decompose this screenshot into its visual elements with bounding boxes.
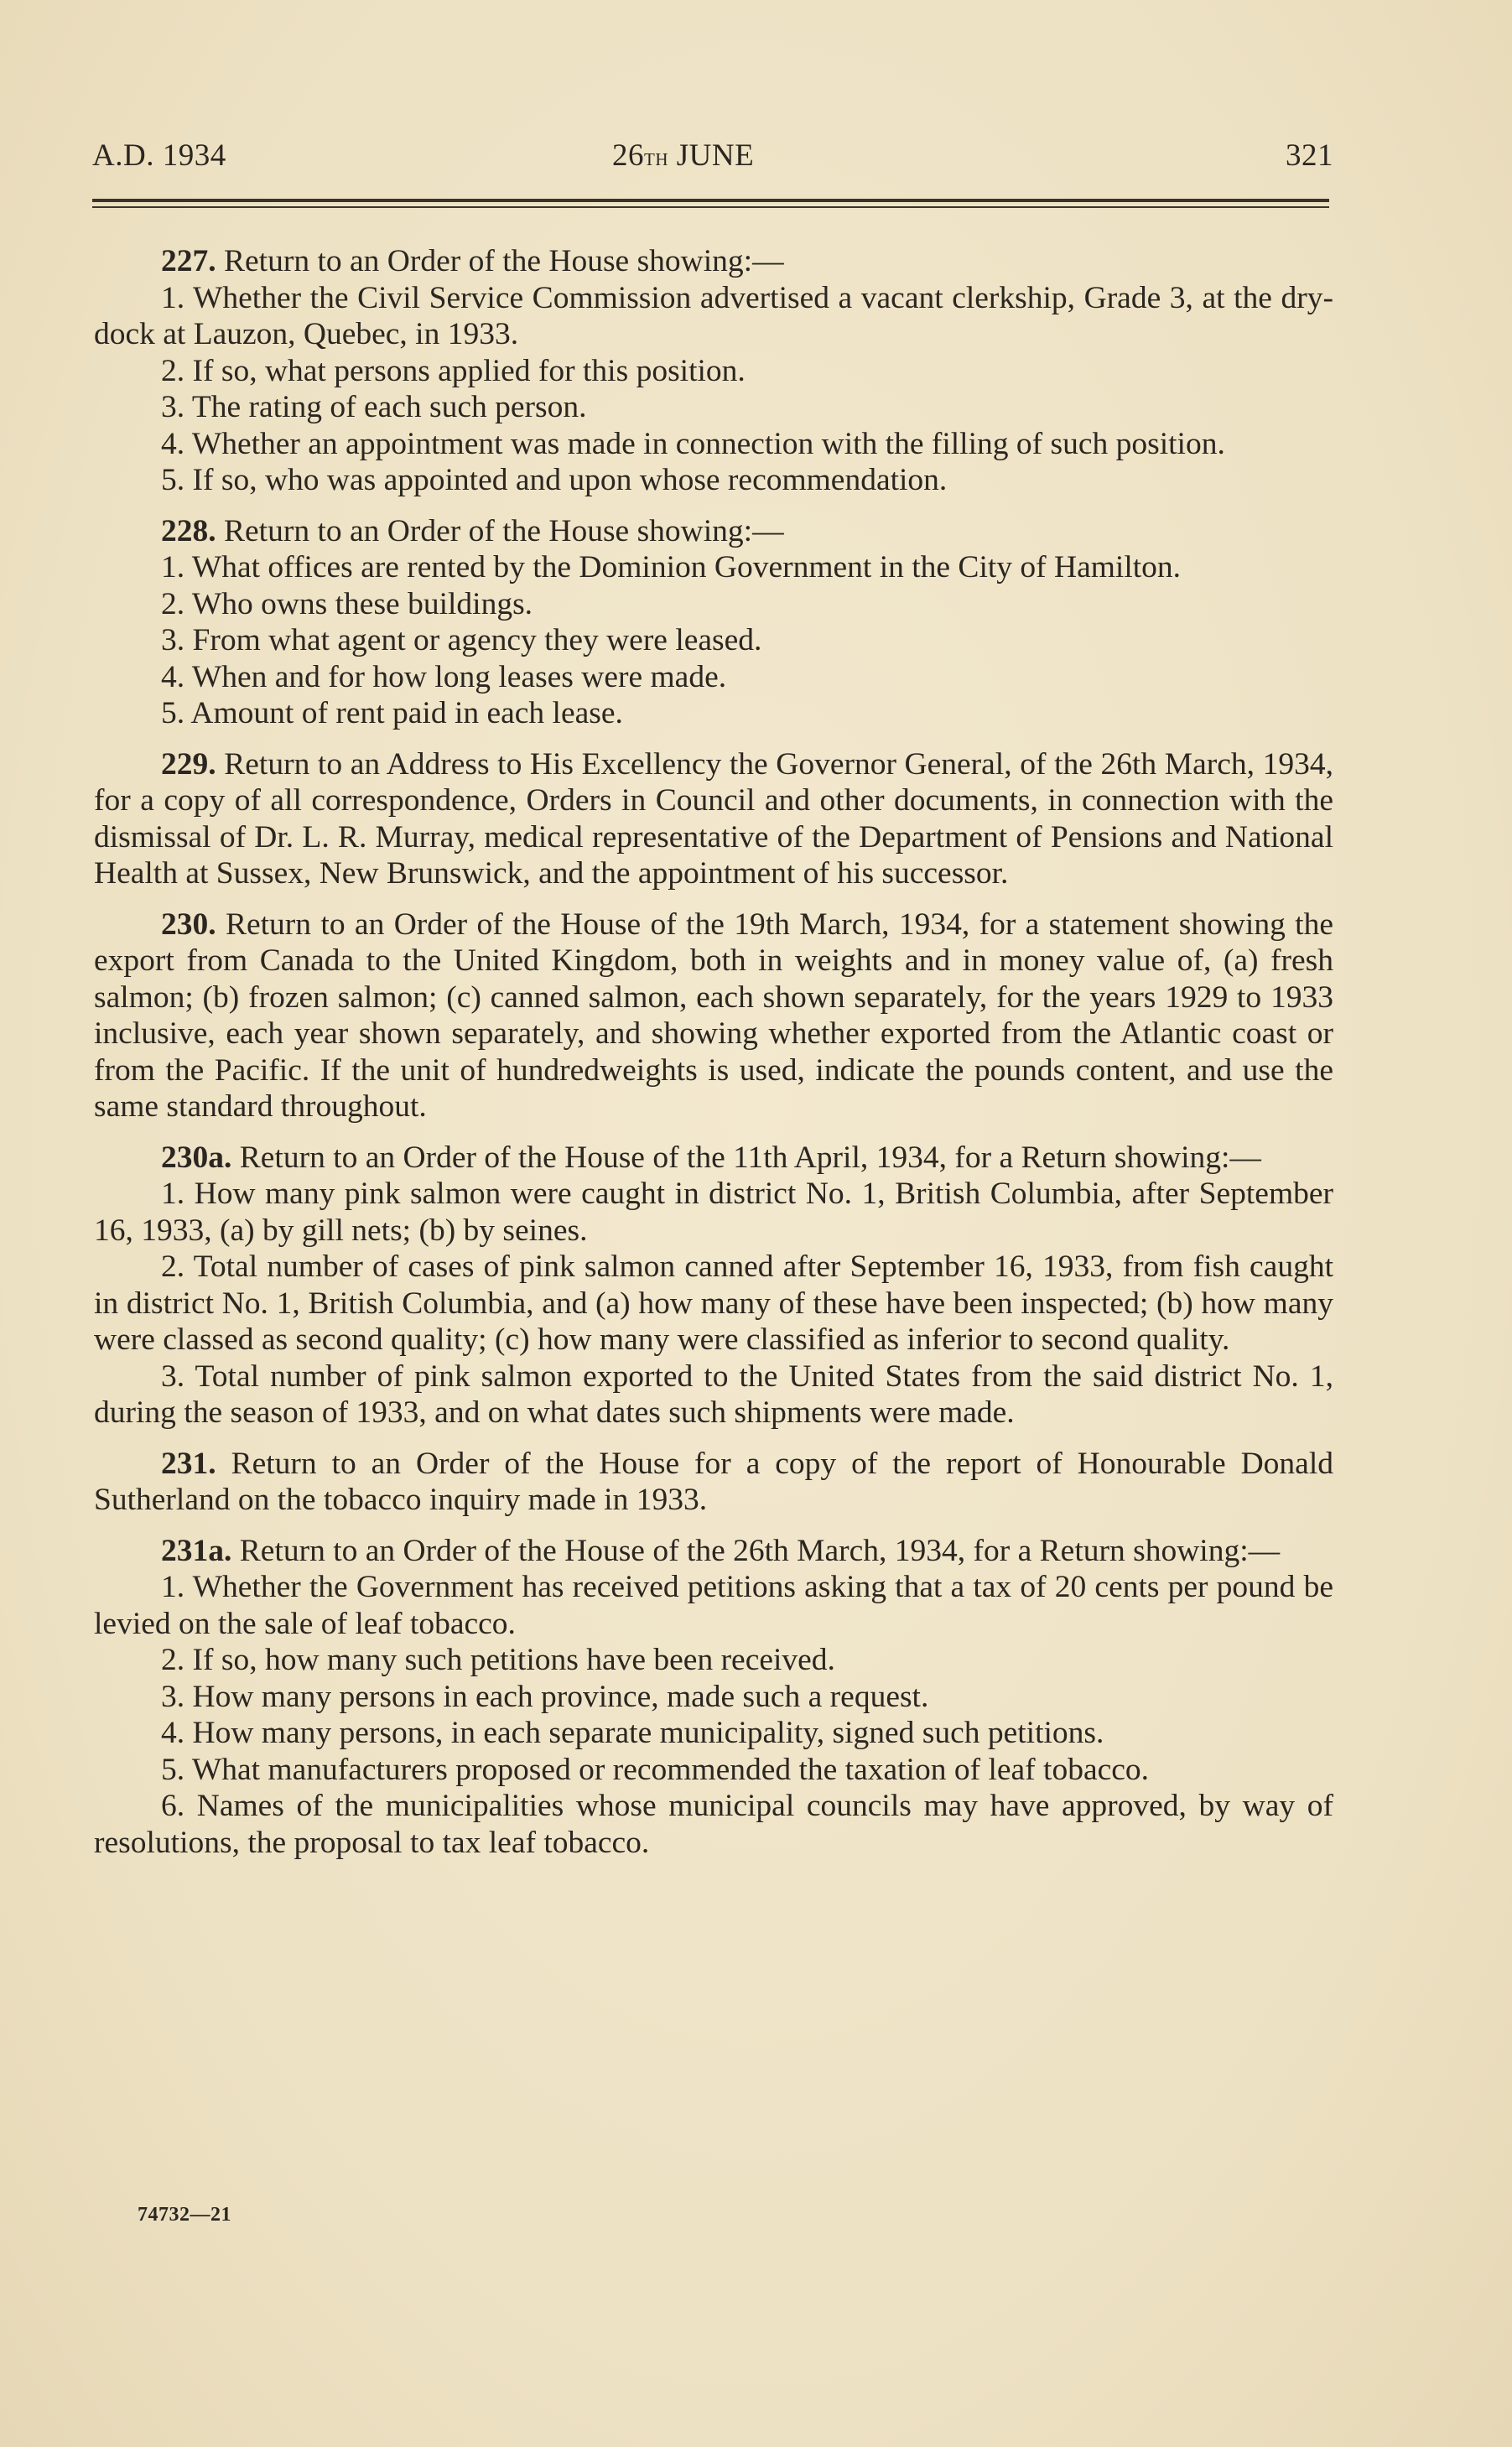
printer-code: 74732—21 bbox=[138, 2204, 231, 2226]
return-clause: 3. The rating of each such person. bbox=[161, 390, 587, 424]
return-lead bbox=[94, 907, 1333, 1125]
header-year: A.D. 1934 bbox=[92, 138, 226, 173]
header-day: 26 bbox=[612, 138, 644, 173]
return-clause: 1. What offices are rented by the Dominion Government in the City of Hamilton. bbox=[161, 550, 1182, 584]
return-item-231a bbox=[94, 1533, 1333, 1862]
page-number: 321 bbox=[1286, 138, 1333, 173]
return-clause: 3. How many persons in each province, made such a request. bbox=[161, 1679, 929, 1714]
return-number: 230a. bbox=[161, 1140, 232, 1175]
return-item-228 bbox=[94, 513, 1333, 732]
return-clause: 1. How many pink salmon were caught in district No. 1, British Columbia, after September 16, 1933, (a) by gill nets; (b) by seines. bbox=[94, 1177, 1333, 1248]
return-clause: 1. Whether the Government has received petitions asking that a tax of 20 cents per pound be levied on the sale of leaf tobacco. bbox=[94, 1570, 1333, 1641]
return-lead-text: Return to an Order of the House of the 26th March, 1934, for a Return showing:— bbox=[239, 1533, 1281, 1568]
header-date bbox=[612, 138, 754, 174]
return-lead-text: Return to an Address to His Excellency the Governor General, of the 26th March, 1934, for a copy of all correspondence, Orders in Council and other documents, in connection with the dismissal of Dr. L. R. Murray, medical representative of the Department of Pensions and National Health at Sussex, New Brunswick, and the appointment of his successor. bbox=[94, 746, 1334, 891]
return-number: 229. bbox=[161, 746, 216, 782]
return-item-227 bbox=[94, 243, 1333, 499]
return-lead bbox=[94, 1140, 1333, 1177]
return-number: 231. bbox=[161, 1446, 216, 1481]
return-lead bbox=[94, 746, 1333, 892]
return-clause: 3. Total number of pink salmon exported to the United States from the said district No. 1, during the season of 1933, and on what dates such shipments were made. bbox=[94, 1359, 1333, 1430]
return-item-230a bbox=[94, 1140, 1333, 1431]
return-lead-text: Return to an Order of the House for a copy of the report of Honourable Donald Sutherland on the tobacco inquiry made in 1933. bbox=[94, 1446, 1333, 1517]
header-rule-thick bbox=[92, 199, 1329, 202]
return-lead-text: Return to an Order of the House showing:— bbox=[224, 513, 784, 548]
running-header bbox=[92, 138, 1333, 179]
return-number: 227. bbox=[161, 244, 216, 278]
return-item-229 bbox=[94, 746, 1333, 892]
return-clause: 6. Names of the municipalities whose municipal councils may have approved, by way of resolutions, the proposal to tax leaf tobacco. bbox=[94, 1789, 1333, 1860]
return-clause: 2. Total number of cases of pink salmon canned after September 16, 1933, from fish caught in district No. 1, British Columbia, and (a) how many of these have been inspected; (b) how many were classed as second quality; (c) how many were classified as inferior to second quality. bbox=[94, 1249, 1333, 1357]
returns-list bbox=[94, 243, 1333, 1875]
return-lead bbox=[94, 513, 1333, 550]
return-item-230 bbox=[94, 907, 1333, 1125]
return-item-231 bbox=[94, 1446, 1333, 1519]
return-clause: 5. What manufacturers proposed or recommended the taxation of leaf tobacco. bbox=[161, 1752, 1150, 1787]
return-number: 230. bbox=[161, 907, 216, 942]
return-lead bbox=[94, 243, 1333, 280]
return-clause: 1. Whether the Civil Service Commission advertised a vacant clerkship, Grade 3, at the dry-dock at Lauzon, Quebec, in 1933. bbox=[94, 280, 1333, 351]
return-number: 231a. bbox=[161, 1533, 232, 1568]
return-lead-text: Return to an Order of the House of the 19th March, 1934, for a statement showing the export from Canada to the United Kingdom, both in weights and in money value of, (a) fresh salmon; (b) frozen salmon; (c) canned salmon, each shown separately, for the years 1929 to 1933 inclusive, each year shown separately, and showing whether exported from the Atlantic coast or from the Pacific. If the unit of hundredweights is used, indicate the pounds content, and use the same standard throughout. bbox=[94, 907, 1333, 1124]
header-day-suffix: th bbox=[644, 143, 668, 171]
return-clause: 5. Amount of rent paid in each lease. bbox=[161, 696, 623, 730]
return-lead bbox=[94, 1446, 1333, 1519]
return-clause: 5. If so, who was appointed and upon whose recommendation. bbox=[161, 463, 948, 497]
return-lead-text: Return to an Order of the House showing:— bbox=[224, 244, 784, 278]
return-lead bbox=[94, 1533, 1333, 1570]
return-clause: 4. Whether an appointment was made in connection with the filling of such position. bbox=[161, 426, 1225, 461]
return-clause: 2. If so, how many such petitions have been received. bbox=[161, 1643, 835, 1677]
return-number: 228. bbox=[161, 513, 216, 548]
return-clause: 4. How many persons, in each separate municipality, signed such petitions. bbox=[161, 1716, 1104, 1750]
return-clause: 3. From what agent or agency they were leased. bbox=[161, 623, 762, 657]
return-clause: 2. If so, what persons applied for this position. bbox=[161, 353, 746, 388]
return-lead-text: Return to an Order of the House of the 11th April, 1934, for a Return showing:— bbox=[239, 1140, 1261, 1175]
return-clause: 2. Who owns these buildings. bbox=[161, 586, 533, 621]
header-month: JUNE bbox=[668, 138, 755, 173]
return-clause: 4. When and for how long leases were made. bbox=[161, 659, 727, 694]
header-rule-thin bbox=[92, 206, 1329, 208]
